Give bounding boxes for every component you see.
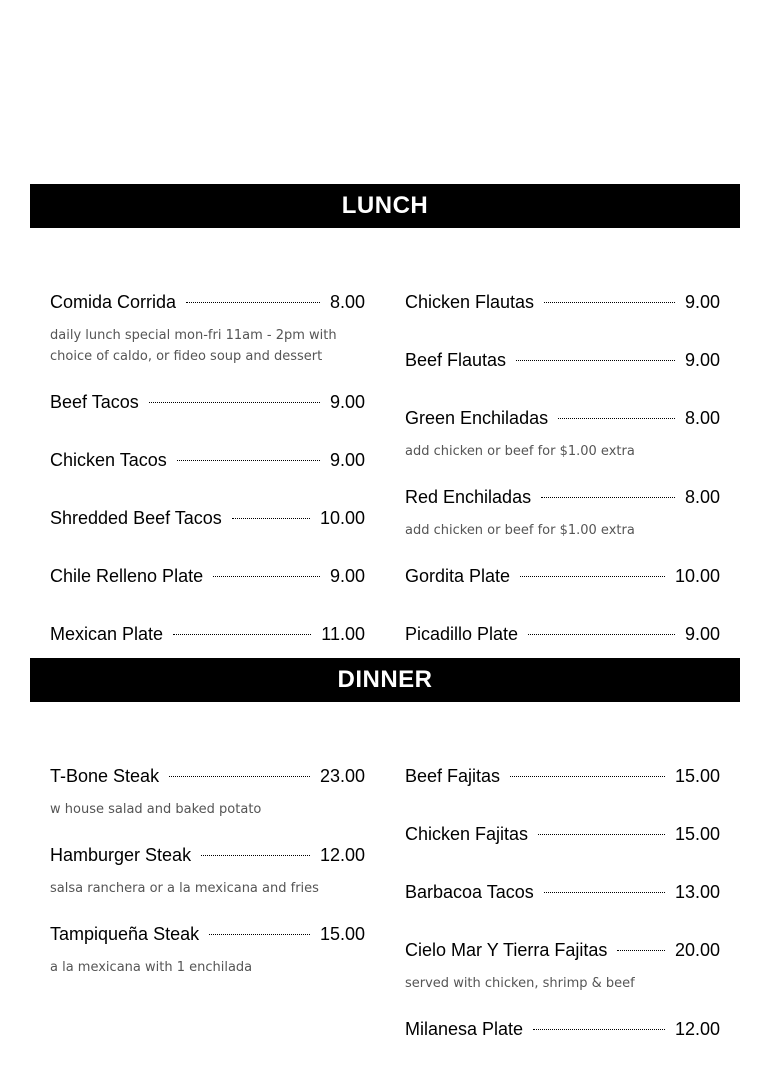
menu-item-name: Green Enchiladas xyxy=(405,408,549,428)
menu-item-price: 9.00 xyxy=(684,350,720,370)
menu-item xyxy=(405,291,720,313)
menu-item-price: 9.00 xyxy=(684,292,720,312)
menu-item-description: add chicken or beef for $1.00 extra xyxy=(405,523,635,538)
menu-item-price: 9.00 xyxy=(329,450,365,470)
menu-item-price: 15.00 xyxy=(674,824,720,844)
dotted-leader xyxy=(173,634,311,635)
menu-item xyxy=(405,765,720,787)
menu-item-name: Cielo Mar Y Tierra Fajitas xyxy=(405,940,608,960)
dotted-leader xyxy=(169,776,310,777)
menu-item-name: Chile Relleno Plate xyxy=(50,566,204,586)
menu-item-name: Mexican Plate xyxy=(50,624,164,644)
menu-item xyxy=(50,623,365,645)
menu-item-name: Red Enchiladas xyxy=(405,487,532,507)
lunch-section-title: LUNCH xyxy=(341,192,429,219)
menu-item-name: Chicken Fajitas xyxy=(405,824,529,844)
menu-item xyxy=(405,881,720,903)
dinner-section-title: DINNER xyxy=(337,666,433,693)
dotted-leader xyxy=(538,834,665,835)
dotted-leader xyxy=(533,1029,665,1030)
dotted-leader xyxy=(201,855,310,856)
menu-item-price: 9.00 xyxy=(329,392,365,412)
menu-item xyxy=(50,507,365,529)
menu-item-description: salsa ranchera or a la mexicana and fries xyxy=(50,881,319,896)
menu-item xyxy=(405,349,720,371)
menu-item xyxy=(50,565,365,587)
menu-item-name: Tampiqueña Steak xyxy=(50,924,200,944)
menu-item-name: Hamburger Steak xyxy=(50,845,192,865)
dotted-leader xyxy=(186,302,320,303)
dotted-leader xyxy=(558,418,675,419)
dinner-section-header xyxy=(30,658,740,702)
menu-item-name: Chicken Tacos xyxy=(50,450,167,470)
menu-item xyxy=(50,291,365,367)
menu-item xyxy=(405,939,720,994)
menu-item-description: daily lunch special mon-fri 11am - 2pm with choice of caldo, or fideo soup and dessert xyxy=(50,328,337,364)
menu-item-description: served with chicken, shrimp & beef xyxy=(405,976,635,991)
menu-item xyxy=(405,1018,720,1040)
dotted-leader xyxy=(177,460,320,461)
menu-item-name: Milanesa Plate xyxy=(405,1019,524,1039)
menu-item-price: 10.00 xyxy=(319,508,365,528)
menu-item-price: 8.00 xyxy=(684,408,720,428)
menu-item-name: Beef Fajitas xyxy=(405,766,501,786)
menu-item xyxy=(405,407,720,462)
menu-item-name: Picadillo Plate xyxy=(405,624,519,644)
dotted-leader xyxy=(541,497,675,498)
menu-item xyxy=(50,391,365,413)
dotted-leader xyxy=(232,518,310,519)
menu-item-description: w house salad and baked potato xyxy=(50,802,262,817)
menu-item-price: 20.00 xyxy=(674,940,720,960)
menu-item-name: Gordita Plate xyxy=(405,566,511,586)
menu-item xyxy=(50,844,365,899)
menu-item-price: 12.00 xyxy=(674,1019,720,1039)
menu-item-price: 9.00 xyxy=(329,566,365,586)
menu-item-description: add chicken or beef for $1.00 extra xyxy=(405,444,635,459)
menu-item-price: 13.00 xyxy=(674,882,720,902)
menu-item-name: Comida Corrida xyxy=(50,292,177,312)
dotted-leader xyxy=(520,576,665,577)
dotted-leader xyxy=(213,576,320,577)
menu-item xyxy=(50,449,365,471)
menu-item xyxy=(405,565,720,587)
menu-item xyxy=(50,765,365,820)
dotted-leader xyxy=(149,402,320,403)
menu-item-name: Barbacoa Tacos xyxy=(405,882,534,902)
dotted-leader xyxy=(544,302,675,303)
menu-item-name: Beef Tacos xyxy=(50,392,139,412)
dotted-leader xyxy=(209,934,310,935)
menu-item xyxy=(405,623,720,645)
menu-item-name: T-Bone Steak xyxy=(50,766,160,786)
menu-item-description: a la mexicana with 1 enchilada xyxy=(50,960,253,975)
menu-item-price: 12.00 xyxy=(319,845,365,865)
dotted-leader xyxy=(516,360,675,361)
menu-item-price: 9.00 xyxy=(684,624,720,644)
menu-item xyxy=(50,923,365,978)
dotted-leader xyxy=(617,950,665,951)
lunch-section-header xyxy=(30,184,740,228)
dotted-leader xyxy=(510,776,665,777)
menu-item xyxy=(405,823,720,845)
menu-item xyxy=(405,486,720,541)
dotted-leader xyxy=(528,634,675,635)
menu-item-price: 8.00 xyxy=(329,292,365,312)
menu-item-name: Shredded Beef Tacos xyxy=(50,508,222,528)
dotted-leader xyxy=(544,892,665,893)
menu-item-name: Beef Flautas xyxy=(405,350,507,370)
menu-item-price: 15.00 xyxy=(674,766,720,786)
menu-item-name: Chicken Flautas xyxy=(405,292,535,312)
menu-item-price: 11.00 xyxy=(321,624,365,644)
menu-item-price: 10.00 xyxy=(674,566,720,586)
menu-item-price: 15.00 xyxy=(319,924,365,944)
menu-item-price: 8.00 xyxy=(684,487,720,507)
menu-item-price: 23.00 xyxy=(319,766,365,786)
